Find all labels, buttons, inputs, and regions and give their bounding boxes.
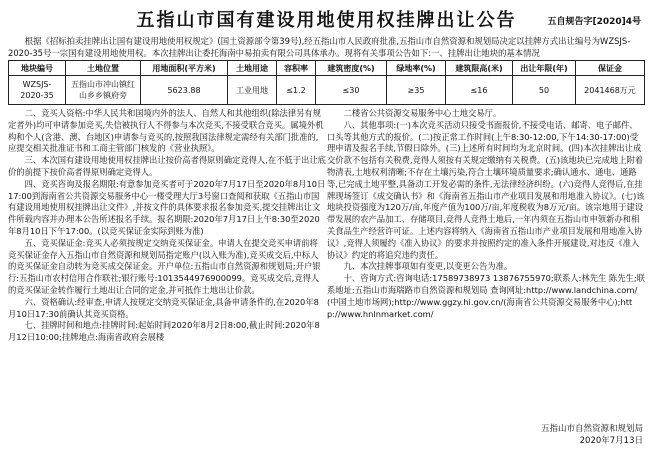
paragraph: 八、其他事项:(一)本次竞买活动只接受书面报价,不接受电话、邮寄、电子邮件、口头等其他方式的报价。(二)按正常工作时间(上午8:30-12:00,下午14:30-17:00)受理申请及报名手续,节假日除外。(三)上述所有时间均为北京时间。(四)本次挂牌出让成交价款不包括有关税费,竞得人须按有关规定缴纳有关税费。(五)该地块已完成地上附着物清表,土地权利清晰;不存在土壤污染,符合土壤环境质量要求;确认通水、通电、通路等,已完成土地平整,具备动工开发必需的条件,无法律经济纠纷。(六)竞得人竞得后,在挂牌现场签订《成交确认书》和《海南省五指山市产业项目发展和用地准入协议》。(七)该地块投资强度为120万/亩,年度产值为100万/亩,年度税收为8万元/亩。该宗地用于建设带发展的农产品加工、存储项目,竞得人竞得土地后,一年内须在五指山市申领新办和相关食品生产经营许可证。上述内容将纳入《海南省五指山市产业项目发展和用地准入协议》,竞得人须履约《准入协议》的要求并按照约定的准入条件开展建设,对违反《准入协议》约定的将追究违约责任。 — [327, 119, 645, 260]
table-header: 土地位置 — [66, 61, 141, 76]
table-cell: 2041468万元 — [576, 76, 645, 105]
table-header: 建筑限高(米) — [446, 61, 513, 76]
table-header: 容积率 — [277, 61, 316, 76]
table-cell: ≤1.2 — [277, 76, 316, 105]
table-header-row — [9, 61, 645, 76]
document-number: 五自规告字[2020]4号 — [547, 17, 641, 27]
table-cell: ≤16 — [446, 76, 513, 105]
left-column — [8, 108, 326, 440]
table-header: 用地面积(平方米) — [141, 61, 228, 76]
paragraph: 二楼省公共资源交易服务中心土地交易厅。 — [343, 108, 502, 118]
signature-date: 2020年7月13日 — [579, 435, 643, 446]
signature-block — [541, 424, 643, 447]
table-header: 出让年限(年) — [513, 61, 576, 76]
body-columns — [8, 108, 645, 440]
table-header: 保证金 — [576, 61, 645, 76]
paragraph: 五、竞买保证金:竞买人必须按规定交纳竞买保证金。申请人在提交竞买申请前将竞买保证金存入五指山市自然资源和规划局指定账户(以入账为准),竞买成交后,中标人的竞买保证金自动转为竞买成交保证金。开户单位:五指山市自然资源和规划局;开户银行:五指山市农村信用合作联社;银行账号:1013544976900099。竞买成交后,竞得人的竞买保证金转作履行土地出让合同的定金,并可抵作土地出让价款。 — [8, 237, 321, 295]
paragraph: 三、本次国有建设用地使用权挂牌出让按价高者得原则确定竞得人,在不低于出让底价的前提下按价高者得原则确定竞得人。 — [8, 155, 326, 177]
table-header: 地块编号 — [9, 61, 66, 76]
intro-paragraph: 根据《招标拍卖挂牌出让国有建设用地使用权规定》(国土资源部令第39号),经五指山市人民政府批准,五指山市自然资源和规划局决定以挂牌方式出让编号为WZSJS-2020-35号一宗国有建设用地使用权。本次挂牌出让委托海南中易拍卖有限公司具体承办。现将有关事项公告如下:一、挂牌出让地块的基本情况 — [8, 36, 631, 58]
paragraph: 十、咨询方式:咨询电话:17589738973 13876755970;联系人:林先生 陈先生;联系地址:五指山市海瑞路市自然资源和规划局 查询网址:http://www.landchina.com/(中国土地市场网);http://www.ggzy.hi.gov.cn/(海南省公共资源交易服务中心);http://www.hnlnmarket.com/ — [327, 273, 645, 319]
table-header: 土地用途 — [228, 61, 277, 76]
paragraph: 六、资格确认:经审查,申请人按规定交纳竞买保证金,具备申请条件的,在2020年8月10日17:30前确认其竞买资格。 — [8, 296, 319, 319]
paragraph: 九、本次挂牌事项如有变更,以变更公告为准。 — [343, 261, 513, 272]
header — [8, 6, 645, 32]
table-cell: 五指山市冲山镇红山乡乡镇府旁 — [66, 76, 141, 105]
table-header: 建筑密度(%) — [316, 61, 387, 76]
table-cell: ≥35 — [387, 76, 446, 105]
table-cell: 50 — [513, 76, 576, 105]
right-column — [327, 108, 645, 440]
paragraph: 七、挂牌时间和地点:挂牌时间:起始时间2020年8月2日8:00,截止时间:2020年8月12日10:00;挂牌地点:海南省政府会展楼 — [8, 320, 320, 343]
table-cell: 工业用地 — [228, 76, 277, 105]
page-title: 五指山市国有建设用地使用权挂牌出让公告 — [136, 10, 517, 31]
table-row — [9, 76, 645, 105]
signature-org: 五指山市自然资源和规划局 — [540, 424, 643, 434]
table-header: 绿地率(%) — [387, 61, 446, 76]
paragraph: 二、竞买人资格:中华人民共和国境内外的法人、自然人和其他组织(除法律另有规定者外)均可申请参加竞买,失信被执行人不得参与本次竞买,不接受联合竞买。属境外机构和个人(含港、澳、台地区)申请参与竞买的,按照我国法律规定需经有关部门批准的,应提交相关批准证书和工商主管部门核发的《营业执照》。 — [8, 108, 324, 154]
paragraph: 四、竞买咨询及报名期限:有意参加竞买者可于2020年7月17日至2020年8月10日17:00到海南省公共资源交易服务中心一楼受理大厅3号窗口查阅和获取《五指山市国有建设用地使用权挂牌出让文件》,并按文件的具体要求报名参加竞买,提交挂牌出让文件所载内容并办理本公告所述报名手续。报名期限:2020年7月17日上午8:30至2020年8月10日下午17:00。(以竞买保证金实际到账为准) — [8, 178, 326, 236]
table-cell: 5623.88 — [141, 76, 228, 105]
parcel-table — [8, 60, 645, 105]
table-cell: WZSJS-2020-35 — [9, 76, 66, 105]
table-cell: ≤30 — [316, 76, 387, 105]
